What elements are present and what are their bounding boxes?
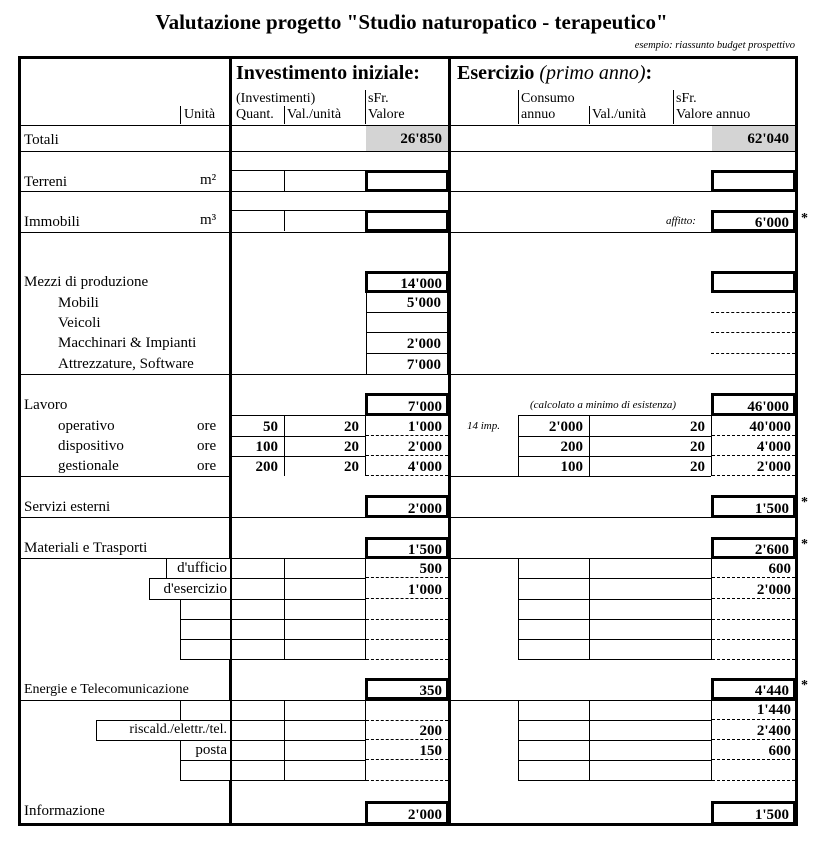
row-line [518, 619, 711, 620]
col-sep [284, 170, 285, 191]
dotted-line [711, 312, 795, 313]
servizi-invest[interactable]: 2'000 [365, 495, 449, 518]
invest-sub: (Investimenti) [236, 91, 316, 106]
servizi-label: Servizi esterni [24, 499, 111, 515]
col-quant: Quant. [236, 107, 274, 122]
eserc-title: Esercizio (primo anno): [457, 62, 653, 84]
row-line [231, 780, 366, 781]
footnote-star: * [801, 537, 808, 552]
energie-label: Energie e Telecomunicazione [24, 682, 189, 697]
row-line [518, 476, 711, 477]
mezzi-item-label: Mobili [58, 295, 99, 311]
materiali-item-invest[interactable]: 1'000 [366, 581, 448, 599]
mezzi-item-invest[interactable]: 5'000 [366, 292, 448, 313]
empty-cell [180, 760, 231, 781]
mezzi-eserc[interactable] [711, 271, 796, 293]
lavoro-item-quant[interactable]: 100 [255, 439, 278, 455]
lavoro-item-label: operativo [58, 418, 115, 434]
immobili-label: Immobili [24, 214, 80, 230]
lavoro-item-eserc[interactable]: 40'000 [712, 418, 795, 436]
lavoro-item-consumo[interactable]: 200 [560, 439, 583, 455]
lavoro-item-label: gestionale [58, 458, 119, 474]
col-sep [589, 700, 590, 780]
dotted-line [711, 353, 795, 354]
materiali-item-invest[interactable]: 500 [366, 560, 448, 578]
materiali-item-eserc[interactable]: 600 [712, 560, 795, 578]
footnote-star: * [801, 495, 808, 510]
lavoro-item-invest[interactable]: 1'000 [366, 418, 448, 436]
col-val-unita: Val./unità [287, 107, 342, 122]
row-line [518, 415, 711, 416]
dotted-line [366, 780, 448, 781]
footnote-star: * [801, 211, 808, 226]
energie-item-label: riscald./elettr./tel. [129, 722, 227, 737]
informazione-eserc[interactable]: 1'500 [711, 801, 796, 825]
energie-item-label: posta [195, 742, 227, 758]
row-line [231, 659, 366, 660]
energie-item-eserc[interactable]: 1'440 [712, 701, 795, 720]
mezzi-item-invest[interactable]: 7'000 [366, 353, 448, 375]
servizi-eserc[interactable]: 1'500 [711, 495, 796, 518]
lavoro-note: (calcolato a minimo di esistenza) [530, 399, 677, 411]
materiali-eserc[interactable]: 2'600 [711, 537, 796, 559]
dotted-line [712, 780, 795, 781]
totali-label: Totali [24, 132, 59, 148]
mezzi-item-invest[interactable]: 2'000 [366, 332, 448, 354]
footnote-star: * [801, 678, 808, 693]
materiali-item-label: d'ufficio [177, 560, 227, 576]
empty-cell [180, 700, 231, 721]
materiali-item-label: d'esercizio [163, 581, 227, 597]
col-sep [589, 558, 590, 659]
row-line [18, 232, 798, 233]
col-sep [284, 700, 285, 780]
row-line [231, 740, 366, 741]
mezzi-item-label: Attrezzature, Software [58, 356, 194, 372]
imp-note: 14 imp. [467, 420, 500, 432]
row-line [231, 578, 366, 579]
row-line [518, 740, 711, 741]
lavoro-item-unit: ore [197, 438, 217, 454]
col-sep [365, 700, 366, 780]
invest-title: Investimento iniziale: [236, 62, 420, 84]
materiali-eserc-grid [518, 558, 712, 660]
col-sfr2: sFr. [676, 91, 697, 106]
terreni-eserc[interactable] [711, 170, 796, 192]
row-line [231, 619, 366, 620]
col-sep [284, 558, 285, 659]
empty-cell [180, 639, 231, 660]
lavoro-item-quant[interactable]: 200 [255, 459, 278, 475]
totali-invest: 26'850 [366, 126, 448, 151]
row-line [18, 374, 798, 375]
row-line [231, 599, 366, 600]
col-val-unita2: Val./unità [592, 107, 647, 122]
lavoro-item-unit: ore [197, 458, 217, 474]
energie-eserc[interactable]: 4'440 [711, 678, 796, 700]
immobili-unit: m³ [200, 212, 217, 228]
mezzi-item-label: Macchinari & Impianti [58, 335, 197, 351]
row-line [451, 476, 518, 477]
row-line [231, 639, 366, 640]
dotted-line [366, 659, 448, 660]
row-line [18, 517, 798, 518]
immobili-invest[interactable] [365, 210, 449, 232]
row-line [518, 599, 711, 600]
lavoro-item-val2[interactable]: 20 [690, 439, 705, 455]
col-consumo: Consumo [521, 91, 575, 106]
col-sep [284, 210, 285, 231]
terreni-label: Terreni [24, 174, 68, 190]
col-annuo: annuo [521, 107, 556, 122]
col-sep [180, 106, 181, 124]
lavoro-item-val[interactable]: 20 [344, 459, 359, 475]
dotted-line [712, 659, 795, 660]
dotted-line [712, 619, 795, 620]
materiali-invest[interactable]: 1'500 [365, 537, 449, 559]
dotted-line [712, 639, 795, 640]
row-line [518, 456, 711, 457]
energie-item-eserc[interactable]: 600 [712, 742, 795, 760]
row-line [18, 151, 798, 152]
terreni-unit: m² [200, 172, 217, 188]
row-line [518, 578, 711, 579]
mezzi-invest[interactable]: 14'000 [365, 271, 449, 293]
lavoro-item-label: dispositivo [58, 438, 124, 454]
lavoro-item-unit: ore [197, 418, 217, 434]
row-line [518, 639, 711, 640]
col-valore-annuo: Valore annuo [676, 107, 751, 122]
immobili-eserc[interactable]: 6'000 [711, 210, 796, 232]
row-line [518, 436, 711, 437]
lavoro-item-invest[interactable]: 2'000 [366, 438, 448, 456]
affitto-note: affitto: [666, 215, 696, 227]
lavoro-item-invest[interactable]: 4'000 [366, 458, 448, 476]
row-line [231, 456, 366, 457]
mezzi-item-label: Veicoli [58, 315, 101, 331]
page-title: Valutazione progetto "Studio naturopatico - terapeutico" [155, 10, 668, 34]
informazione-label: Informazione [24, 803, 105, 819]
lavoro-item-consumo[interactable]: 2'000 [548, 419, 583, 435]
dotted-line [366, 619, 448, 620]
col-sep [518, 90, 519, 124]
subtitle: esempio: riassunto budget prospettivo [634, 40, 795, 51]
row-line [231, 720, 366, 721]
lavoro-item-eserc[interactable]: 2'000 [712, 458, 795, 476]
lavoro-invest[interactable]: 7'000 [365, 393, 449, 416]
energie-item-invest[interactable]: 200 [366, 722, 448, 740]
row-line [518, 720, 711, 721]
lavoro-item-val[interactable]: 20 [344, 439, 359, 455]
terreni-invest[interactable] [365, 170, 449, 192]
dotted-line [711, 332, 795, 333]
energie-item-eserc[interactable]: 2'400 [712, 722, 795, 740]
lavoro-item-quant[interactable]: 50 [263, 419, 278, 435]
lavoro-item-val2[interactable]: 20 [690, 419, 705, 435]
col-sep [589, 106, 590, 124]
col-sep [365, 90, 366, 124]
lavoro-label: Lavoro [24, 397, 68, 413]
lavoro-item-eserc[interactable]: 4'000 [712, 438, 795, 456]
totali-eserc: 62'040 [712, 126, 795, 151]
mezzi-item-invest[interactable] [366, 312, 448, 333]
empty-cell [180, 619, 231, 640]
materiali-label: Materiali e Trasporti [24, 540, 148, 556]
informazione-invest[interactable]: 2'000 [365, 801, 449, 825]
materiali-item-eserc[interactable]: 2'000 [712, 581, 795, 599]
row-line [231, 436, 366, 437]
lavoro-eserc[interactable]: 46'000 [711, 393, 796, 416]
lavoro-item-val2[interactable]: 20 [690, 459, 705, 475]
empty-cell [180, 599, 231, 620]
mezzi-label: Mezzi di produzione [24, 274, 149, 290]
row-line [518, 760, 711, 761]
dotted-line [366, 720, 448, 721]
dotted-line [366, 639, 448, 640]
col-valore: Valore [368, 107, 405, 122]
lavoro-item-consumo[interactable]: 100 [560, 459, 583, 475]
row-line [18, 191, 798, 192]
energie-item-invest[interactable]: 150 [366, 742, 448, 760]
row-line [231, 760, 366, 761]
row-line [231, 415, 448, 416]
col-sfr: sFr. [368, 91, 389, 106]
lavoro-item-val[interactable]: 20 [344, 419, 359, 435]
col-sep [284, 106, 285, 124]
energie-invest[interactable]: 350 [365, 678, 449, 700]
row-line [18, 476, 230, 477]
col-sep [673, 90, 674, 124]
col-unita: Unità [184, 107, 216, 122]
